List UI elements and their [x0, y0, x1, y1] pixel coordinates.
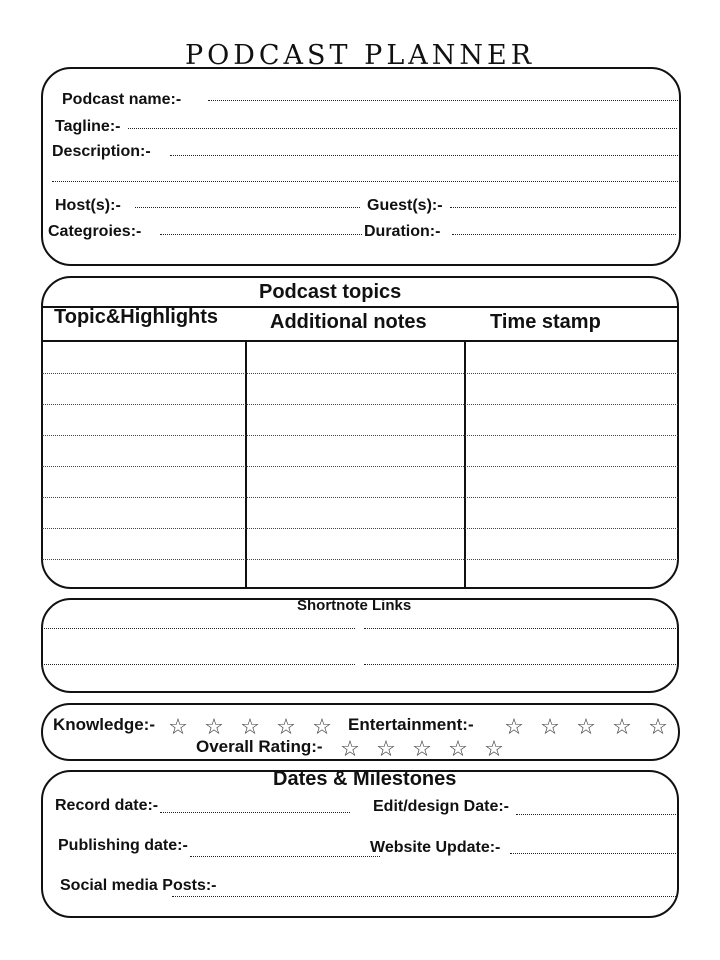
overall-rating-label: Overall Rating:- [196, 737, 323, 756]
duration-label: Duration:- [364, 223, 441, 240]
link-field[interactable] [364, 628, 676, 629]
hosts-field[interactable] [135, 207, 360, 208]
table-row[interactable] [42, 528, 678, 529]
tagline-label: Tagline:- [55, 118, 121, 135]
link-field[interactable] [44, 628, 355, 629]
knowledge-label: Knowledge:- [53, 715, 155, 734]
duration-field[interactable] [452, 234, 676, 235]
star-icon[interactable]: ☆ [448, 736, 468, 761]
publishing-date-label: Publishing date:- [58, 837, 188, 854]
website-update-label: Website Update:- [370, 839, 501, 856]
star-icon[interactable]: ☆ [612, 714, 632, 739]
star-icon[interactable]: ☆ [240, 714, 260, 739]
table-row[interactable] [42, 435, 678, 436]
star-icon[interactable]: ☆ [204, 714, 224, 739]
record-date-label: Record date:- [55, 797, 159, 814]
social-media-posts-field[interactable] [172, 896, 676, 897]
website-update-field[interactable] [510, 853, 676, 854]
link-field[interactable] [44, 664, 355, 665]
star-icon[interactable]: ☆ [376, 736, 396, 761]
column-header-topic: Topic&Highlights [54, 306, 219, 328]
table-row[interactable] [42, 404, 678, 405]
star-icon[interactable]: ☆ [312, 714, 332, 739]
topics-heading: Podcast topics [259, 281, 402, 303]
star-icon[interactable]: ☆ [484, 736, 504, 761]
podcast-name-field[interactable] [208, 100, 678, 101]
categories-label: Categroies:- [48, 223, 142, 240]
table-column-divider [245, 340, 247, 588]
podcast-name-label: Podcast name:- [62, 91, 182, 108]
knowledge-star-rating[interactable] [160, 716, 340, 738]
table-row[interactable] [42, 466, 678, 467]
star-icon[interactable]: ☆ [276, 714, 296, 739]
table-column-divider [464, 340, 466, 588]
table-row[interactable] [42, 559, 678, 560]
social-media-posts-label: Social media Posts:- [60, 877, 217, 894]
milestones-heading: Dates & Milestones [273, 768, 457, 790]
link-field[interactable] [364, 664, 676, 665]
links-heading: Shortnote Links [297, 597, 412, 614]
entertainment-star-rating[interactable] [496, 716, 676, 738]
page-title: PODCAST PLANNER [184, 40, 536, 71]
star-icon[interactable]: ☆ [648, 714, 668, 739]
star-icon[interactable]: ☆ [340, 736, 360, 761]
star-icon[interactable]: ☆ [540, 714, 560, 739]
description-field[interactable] [170, 155, 678, 156]
tagline-field[interactable] [128, 128, 677, 129]
publishing-date-field[interactable] [190, 856, 380, 857]
hosts-label: Host(s):- [55, 197, 121, 214]
table-header-divider [42, 340, 678, 342]
edit-design-date-field[interactable] [516, 814, 676, 815]
star-icon[interactable]: ☆ [576, 714, 596, 739]
guests-label: Guest(s):- [367, 197, 443, 214]
entertainment-label: Entertainment:- [348, 715, 474, 734]
edit-design-date-label: Edit/design Date:- [373, 798, 510, 815]
column-header-notes: Additional notes [270, 311, 427, 333]
table-row[interactable] [42, 373, 678, 374]
categories-field[interactable] [160, 234, 362, 235]
guests-field[interactable] [450, 207, 676, 208]
record-date-field[interactable] [160, 812, 350, 813]
star-icon[interactable]: ☆ [504, 714, 524, 739]
description-label: Description:- [52, 143, 151, 160]
table-row[interactable] [42, 497, 678, 498]
description-field-line-2[interactable] [52, 181, 678, 182]
column-header-timestamp: Time stamp [490, 311, 601, 333]
star-icon[interactable]: ☆ [168, 714, 188, 739]
overall-star-rating[interactable] [332, 738, 512, 760]
star-icon[interactable]: ☆ [412, 736, 432, 761]
